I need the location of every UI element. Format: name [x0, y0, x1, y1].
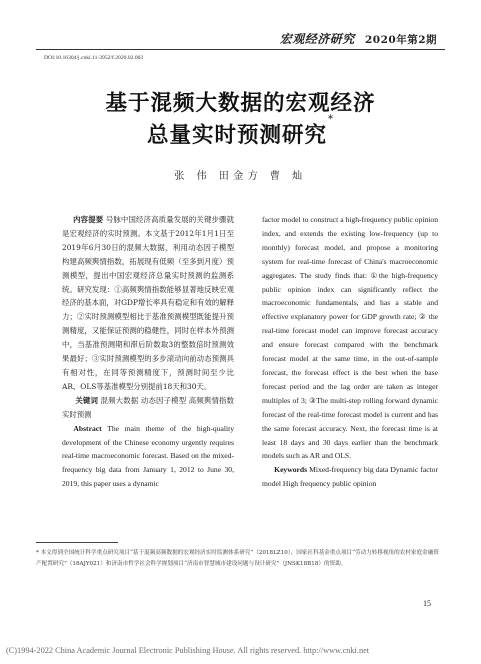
chinese-abstract [62, 213, 234, 394]
title-footnote-mark: * [328, 114, 334, 125]
chinese-abstract-label: 内容提要 [73, 215, 104, 224]
journal-issue: 2020年第2期 [364, 34, 437, 46]
article-title-line-2-text: 总量实时预测研究 [146, 123, 327, 148]
chinese-keywords [62, 394, 234, 422]
page-number: 15 [423, 599, 431, 608]
left-column [62, 213, 234, 491]
english-abstract-continued: factor model to construct a high-frequency public opinion index, and extends the existing low-frequency (up to monthly) forecast model, and propose a monitoring system for real-time forecast of China's macroeconomic aggregates. The study finds that: ①the high-frequency public opinion index can significantly reflect the macroeconomic fundamentals, and has a stable and effective explanatory power for GDP growth rate; ② the real-time forecast model can improve forecast accuracy and ensure forecast compared with the benchmark forecast model at the same time, in the out-of-sample forecast, the forecast effect is the best when the base forecast period and the lag order are taken as integer multiples of 3; ③The multi-step rolling forward dynamic forecast of the real-time forecast model is current and has the same forecast accuracy. Next, the forecast time is at least 18 days and 30 days earlier than the benchmark models such as AR and OLS. [262, 215, 438, 461]
english-abstract-label: Abstract [73, 423, 102, 433]
chinese-abstract-text: 号脉中国经济高质量发展的关键步骤就是宏观经济的实时预测。本文基于2012年1月1日至2019年6月30日的混频大数据，利用动态因子模型构建高频舆情指数，拓展现有低频（至多到月度）预测模型，提出中国宏观经济总量实时预测的监测系统。研究发现：①高频舆情指数能够显著地反映宏观经济的基本面，对GDP增长率具有稳定和有效的解释力；②实时预测模型相比于基准预测模型既能提升预测精度，又能保证预测的稳健性，同时在样本外预测中，当基准预测期和滞后阶数取3的整数倍时预测效果最好；③实时预测模型的多步滚动向前动态预测具有相对性，在同等预测精度下，预测时间至少比AR、OLS等基准模型分别提前18天和30天。 [62, 215, 235, 391]
article-title-line-2 [0, 114, 481, 149]
english-keywords-text: Mixed-frequency big data Dynamic factor model High frequency public opinion [262, 465, 438, 489]
chinese-keywords-text: 混频大数据 动态因子模型 高频舆情指数 实时预测 [62, 395, 234, 419]
right-column [262, 213, 438, 491]
doi: DOI:10.16304/j.cnki.11-3952/f.2020.02.003 [44, 55, 144, 61]
english-keywords-label: Keywords [274, 465, 308, 475]
footnote-divider [36, 542, 118, 543]
chinese-keywords-label: 关键词 [75, 395, 99, 405]
journal-name: 宏观经济研究 [279, 32, 355, 46]
funding-footnote: * 本文得到全国统计科学重点研究项目“基于混频高频数据的宏观经济实时监测体系研究”（2018LZ10）、国家社科基金重点项目“劳动力转移视角的农村家庭金融资产配置研究”（18AJY021）和济南市哲学社会科学规划项目“济南市智慧城市建设问题与设计研究”（JNSK18B18）的资助。 [36, 550, 439, 567]
english-keywords [262, 463, 438, 491]
article-title-line-1: 基于混频大数据的宏观经济 [105, 91, 376, 116]
journal-header [280, 30, 437, 47]
authors: 张 伟 田金方 曹 灿 [174, 171, 307, 182]
copyright-watermark: (C)1994-2022 China Academic Journal Electronic Publishing House. All rights reserved. http://www.cnki.net [6, 646, 370, 655]
header-divider [36, 49, 445, 50]
english-abstract-text-left: The main theme of the high-quality development of the Chinese economy urgently requires real-time macroeconomic forecast. Based on the mixed-frequency big data from January 1, 2012 to June 30, 2019, this paper uses a dynamic [62, 423, 235, 489]
english-abstract-start [62, 422, 234, 492]
